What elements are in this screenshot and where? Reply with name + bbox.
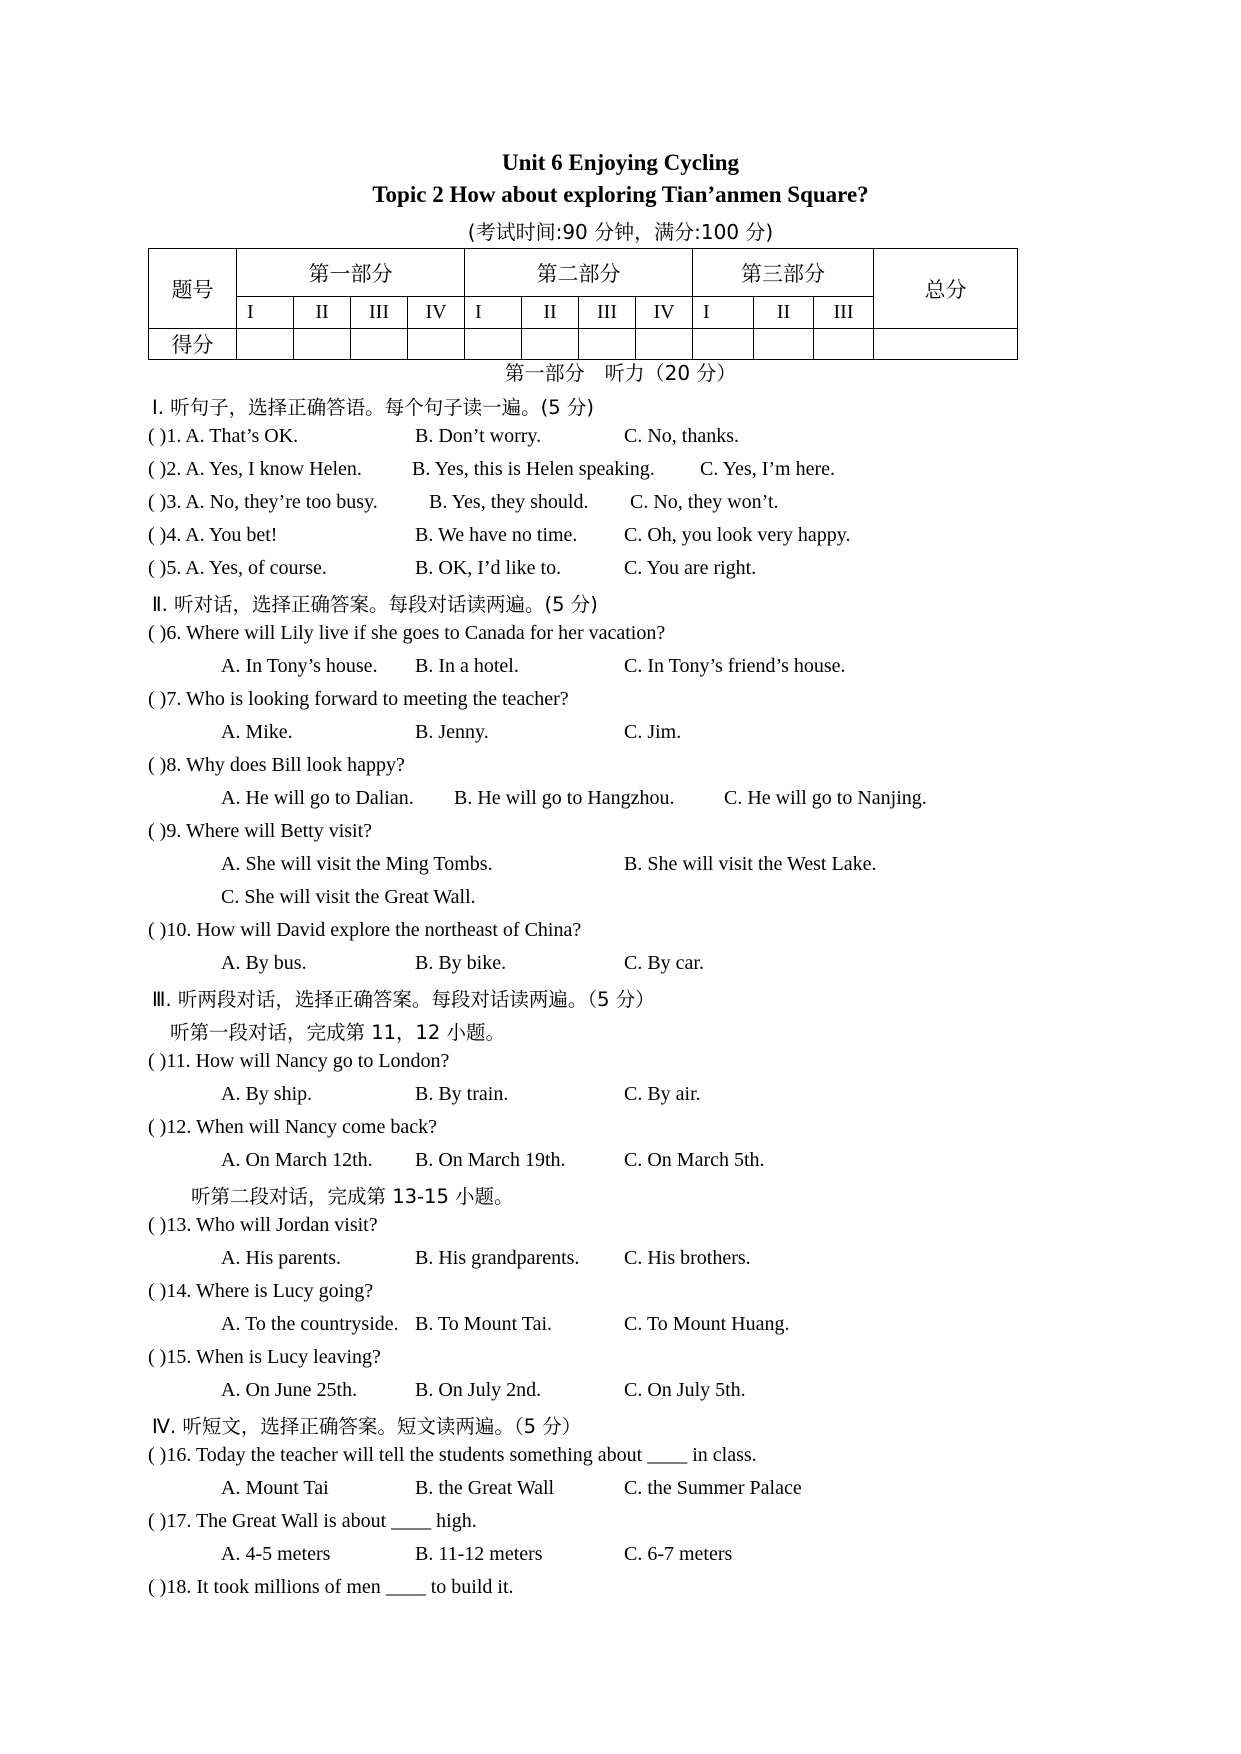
score-table-label-no: 题号 xyxy=(149,249,237,329)
score-table-roman: I xyxy=(465,297,522,329)
part-heading: Ⅲ. 听两段对话，选择正确答案。每段对话读两遍。（5 分） xyxy=(152,988,655,1011)
option-c: C. the Summer Palace xyxy=(624,1477,802,1499)
score-table-roman: III xyxy=(814,297,874,329)
option-b: B. To Mount Tai. xyxy=(415,1313,553,1335)
score-table-roman: II xyxy=(522,297,579,329)
option-b: B. 11-12 meters xyxy=(415,1543,543,1565)
option-c: C. She will visit the Great Wall. xyxy=(221,886,476,908)
score-table-total: 总分 xyxy=(874,249,1018,329)
question-17: ( )17. The Great Wall is about ____ high. xyxy=(148,1510,477,1532)
question-10: ( )10. How will David explore the northeast of China? xyxy=(148,919,582,941)
question-stem: ( )3. A. No, they’re too busy. xyxy=(148,491,378,513)
option-a: A. He will go to Dalian. xyxy=(221,787,414,809)
score-table-part2: 第二部分 xyxy=(465,249,693,297)
option-b: B. He will go to Hangzhou. xyxy=(454,787,675,809)
question-stem: ( )5. A. Yes, of course. xyxy=(148,557,327,579)
score-table-roman: II xyxy=(294,297,351,329)
option-c: C. Jim. xyxy=(624,721,682,743)
score-cell[interactable] xyxy=(636,329,693,360)
section-heading: 第一部分 听力（20 分） xyxy=(504,361,737,385)
option-c: C. Oh, you look very happy. xyxy=(624,524,851,546)
option-c: C. On July 5th. xyxy=(624,1379,746,1401)
option-a: A. In Tony’s house. xyxy=(221,655,378,677)
total-score-cell[interactable] xyxy=(874,329,1018,360)
option-a: A. Mount Tai xyxy=(221,1477,329,1499)
score-table-roman: II xyxy=(754,297,814,329)
score-table-roman: I xyxy=(237,297,294,329)
option-b: B. We have no time. xyxy=(415,524,578,546)
option-b: B. Jenny. xyxy=(415,721,489,743)
option-c: C. On March 5th. xyxy=(624,1149,765,1171)
option-a: A. His parents. xyxy=(221,1247,341,1269)
score-cell[interactable] xyxy=(814,329,874,360)
option-b: B. In a hotel. xyxy=(415,655,519,677)
score-table-label-score: 得分 xyxy=(149,329,237,360)
option-b: B. On March 19th. xyxy=(415,1149,566,1171)
option-c: C. Yes, I’m here. xyxy=(700,458,835,480)
score-table-roman: IV xyxy=(636,297,693,329)
score-cell[interactable] xyxy=(408,329,465,360)
option-c: C. By car. xyxy=(624,952,704,974)
option-b: B. His grandparents. xyxy=(415,1247,580,1269)
score-cell[interactable] xyxy=(693,329,754,360)
score-cell[interactable] xyxy=(522,329,579,360)
option-a: A. To the countryside. xyxy=(221,1313,399,1335)
option-b: B. By train. xyxy=(415,1083,509,1105)
question-6: ( )6. Where will Lily live if she goes to Canada for her vacation? xyxy=(148,622,666,644)
option-c: C. 6-7 meters xyxy=(624,1543,733,1565)
question-16: ( )16. Today the teacher will tell the students something about ____ in class. xyxy=(148,1444,757,1466)
question-15: ( )15. When is Lucy leaving? xyxy=(148,1346,381,1368)
option-b: B. On July 2nd. xyxy=(415,1379,542,1401)
option-b: B. Yes, they should. xyxy=(429,491,589,513)
option-b: B. the Great Wall xyxy=(415,1477,555,1499)
score-table-roman: IV xyxy=(408,297,465,329)
question-13: ( )13. Who will Jordan visit? xyxy=(148,1214,378,1236)
question-8: ( )8. Why does Bill look happy? xyxy=(148,754,405,776)
part-heading: Ⅳ. 听短文，选择正确答案。短文读两遍。（5 分） xyxy=(152,1415,582,1438)
part-heading: Ⅱ. 听对话，选择正确答案。每段对话读两遍。(5 分) xyxy=(152,593,598,616)
option-b: B. Don’t worry. xyxy=(415,425,542,447)
option-c: C. In Tony’s friend’s house. xyxy=(624,655,846,677)
part-subheading: 听第一段对话，完成第 11，12 小题。 xyxy=(170,1021,506,1044)
question-11: ( )11. How will Nancy go to London? xyxy=(148,1050,450,1072)
question-stem: ( )4. A. You bet! xyxy=(148,524,278,546)
part-heading: Ⅰ. 听句子，选择正确答语。每个句子读一遍。(5 分) xyxy=(152,396,594,419)
part-subheading: 听第二段对话，完成第 13-15 小题。 xyxy=(191,1185,514,1208)
option-c: C. You are right. xyxy=(624,557,757,579)
question-stem: ( )1. A. That’s OK. xyxy=(148,425,299,447)
option-b: B. OK, I’d like to. xyxy=(415,557,562,579)
option-a: A. She will visit the Ming Tombs. xyxy=(221,853,493,875)
question-7: ( )7. Who is looking forward to meeting the teacher? xyxy=(148,688,569,710)
page-title: Unit 6 Enjoying Cycling xyxy=(501,150,740,175)
option-b: B. She will visit the West Lake. xyxy=(624,853,877,875)
option-a: A. On March 12th. xyxy=(221,1149,373,1171)
page-subtitle: Topic 2 How about exploring Tian’anmen Square? xyxy=(372,182,869,207)
score-table-roman: III xyxy=(579,297,636,329)
option-a: A. By ship. xyxy=(221,1083,313,1105)
option-a: A. Mike. xyxy=(221,721,293,743)
question-12: ( )12. When will Nancy come back? xyxy=(148,1116,437,1138)
option-b: B. Yes, this is Helen speaking. xyxy=(412,458,655,480)
score-cell[interactable] xyxy=(579,329,636,360)
score-table-part3: 第三部分 xyxy=(693,249,874,297)
score-cell[interactable] xyxy=(465,329,522,360)
score-table-roman: III xyxy=(351,297,408,329)
option-c: C. No, thanks. xyxy=(624,425,739,447)
score-cell[interactable] xyxy=(294,329,351,360)
option-a: A. 4-5 meters xyxy=(221,1543,331,1565)
score-table xyxy=(148,248,1018,360)
option-c: C. His brothers. xyxy=(624,1247,751,1269)
score-cell[interactable] xyxy=(351,329,408,360)
option-b: B. By bike. xyxy=(415,952,507,974)
exam-info: (考试时间:90 分钟，满分:100 分) xyxy=(467,220,774,244)
score-cell[interactable] xyxy=(237,329,294,360)
score-table-part1: 第一部分 xyxy=(237,249,465,297)
option-c: C. No, they won’t. xyxy=(630,491,779,513)
score-table-roman: I xyxy=(693,297,754,329)
option-a: A. By bus. xyxy=(221,952,307,974)
score-cell[interactable] xyxy=(754,329,814,360)
option-a: A. On June 25th. xyxy=(221,1379,358,1401)
question-18: ( )18. It took millions of men ____ to build it. xyxy=(148,1576,514,1598)
question-stem: ( )2. A. Yes, I know Helen. xyxy=(148,458,362,480)
question-14: ( )14. Where is Lucy going? xyxy=(148,1280,374,1302)
question-9: ( )9. Where will Betty visit? xyxy=(148,820,373,842)
option-c: C. He will go to Nanjing. xyxy=(724,787,927,809)
option-c: C. To Mount Huang. xyxy=(624,1313,790,1335)
option-c: C. By air. xyxy=(624,1083,701,1105)
